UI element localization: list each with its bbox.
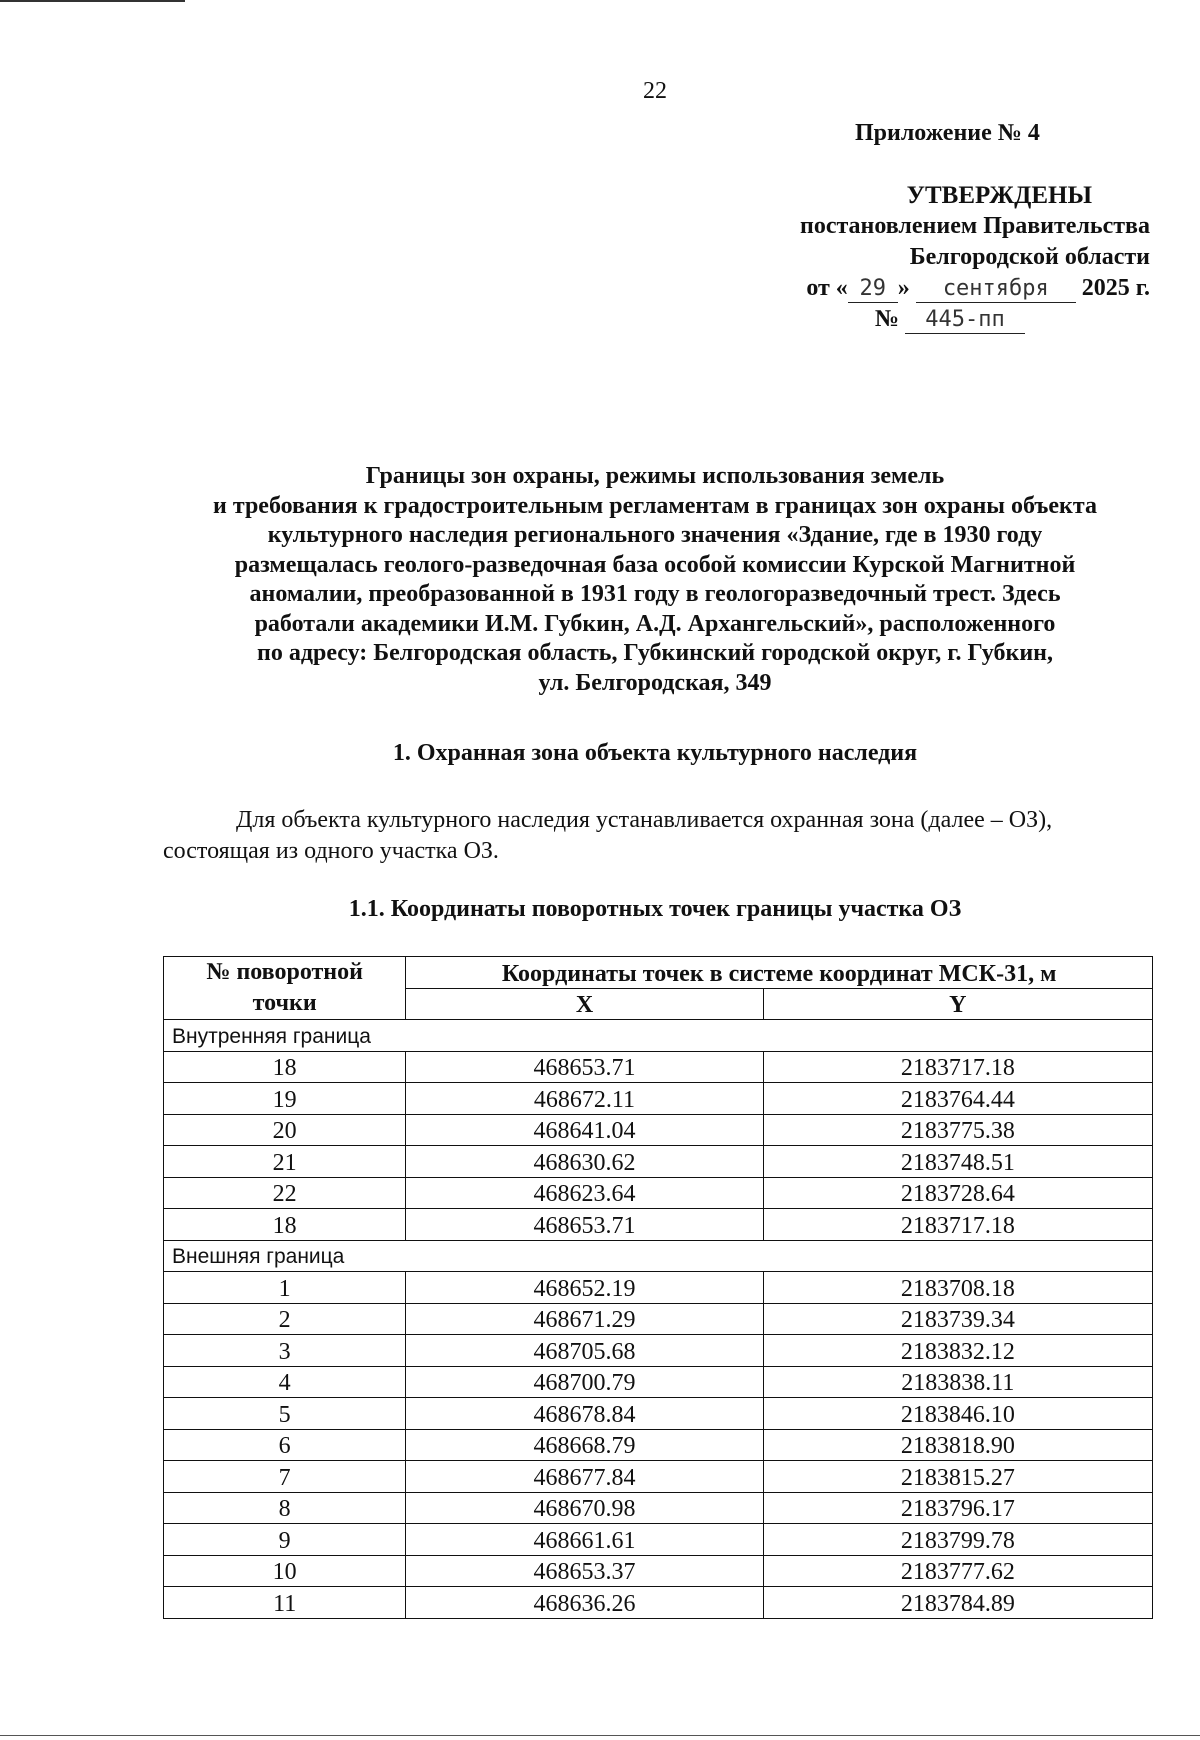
y-coordinate-cell: 2183796.17 [763, 1492, 1152, 1524]
date-month-handwritten: сентября [916, 276, 1076, 303]
number-prefix: № [874, 306, 899, 332]
x-coordinate-cell: 468630.62 [406, 1146, 763, 1178]
coordinates-table-body [164, 1020, 1153, 1619]
date-prefix: от « [806, 275, 848, 301]
point-number-cell: 2 [164, 1303, 406, 1335]
date-year: 2025 г. [1081, 275, 1150, 301]
title-line: по адресу: Белгородская область, Губкинский городской округ, г. Губкин, [257, 640, 1053, 666]
table-row [164, 1429, 1153, 1461]
table-row [164, 1272, 1153, 1304]
group-row [164, 1240, 1153, 1272]
table-row [164, 1461, 1153, 1493]
point-number-cell: 7 [164, 1461, 406, 1493]
y-coordinate-cell: 2183775.38 [763, 1114, 1152, 1146]
table-row [164, 1177, 1153, 1209]
appendix-label: Приложение № 4 [855, 120, 1040, 146]
x-coordinate-cell: 468668.79 [406, 1429, 763, 1461]
point-number-cell: 21 [164, 1146, 406, 1178]
date-mid: » [897, 275, 910, 301]
table-row [164, 1366, 1153, 1398]
point-number-cell: 18 [164, 1051, 406, 1083]
table-row [164, 1335, 1153, 1367]
x-coordinate-cell: 468653.71 [406, 1209, 763, 1241]
y-coordinate-cell: 2183764.44 [763, 1083, 1152, 1115]
header-coordinates: Координаты точек в системе координат МСК-31, м [406, 957, 1153, 989]
x-coordinate-cell: 468653.37 [406, 1555, 763, 1587]
table-row [164, 1492, 1153, 1524]
section-1-paragraph: Для объекта культурного наследия устанавливается охранная зона (далее – ОЗ), состоящая из одного участка ОЗ. [163, 807, 1053, 864]
approval-date-line [700, 273, 1150, 304]
point-number-cell: 6 [164, 1429, 406, 1461]
table-row [164, 1146, 1153, 1178]
title-line: Границы зон охраны, режимы использования земель [365, 463, 945, 489]
x-coordinate-cell: 468677.84 [406, 1461, 763, 1493]
y-coordinate-cell: 2183838.11 [763, 1366, 1152, 1398]
header-point-line-1: № поворотной [206, 959, 363, 985]
header-point-line-2: точки [252, 990, 317, 1016]
point-number-cell: 11 [164, 1587, 406, 1619]
y-coordinate-cell: 2183717.18 [763, 1209, 1152, 1241]
page-number: 22 [643, 78, 667, 104]
x-coordinate-cell: 468671.29 [406, 1303, 763, 1335]
header-point-number [164, 957, 406, 1020]
y-coordinate-cell: 2183799.78 [763, 1524, 1152, 1556]
section-1-1-heading: 1.1. Координаты поворотных точек границы участка ОЗ [348, 896, 962, 922]
group-label: Внешняя граница [164, 1240, 1153, 1272]
y-coordinate-cell: 2183818.90 [763, 1429, 1152, 1461]
x-coordinate-cell: 468705.68 [406, 1335, 763, 1367]
x-coordinate-cell: 468652.19 [406, 1272, 763, 1304]
x-coordinate-cell: 468670.98 [406, 1492, 763, 1524]
x-coordinate-cell: 468623.64 [406, 1177, 763, 1209]
table-row [164, 1209, 1153, 1241]
title-line: размещалась геолого-разведочная база особой комиссии Курской Магнитной [234, 551, 1076, 578]
y-coordinate-cell: 2183717.18 [763, 1051, 1152, 1083]
point-number-cell: 18 [164, 1209, 406, 1241]
y-coordinate-cell: 2183739.34 [763, 1303, 1152, 1335]
header-x: X [406, 988, 763, 1020]
x-coordinate-cell: 468661.61 [406, 1524, 763, 1556]
title-line: работали академики И.М. Губкин, А.Д. Архангельский», расположенного [254, 610, 1056, 637]
coordinates-table [163, 956, 1153, 1619]
date-day-handwritten: 29 [848, 276, 898, 303]
number-handwritten: 445-пп [905, 307, 1025, 334]
approval-line-1: постановлением Правительства [799, 213, 1150, 239]
document-title [150, 462, 1160, 698]
table-row [164, 1114, 1153, 1146]
approval-block [700, 180, 1150, 335]
y-coordinate-cell: 2183708.18 [763, 1272, 1152, 1304]
x-coordinate-cell: 468653.71 [406, 1051, 763, 1083]
title-line: ул. Белгородская, 349 [538, 669, 772, 696]
y-coordinate-cell: 2183728.64 [763, 1177, 1152, 1209]
x-coordinate-cell: 468700.79 [406, 1366, 763, 1398]
point-number-cell: 9 [164, 1524, 406, 1556]
approval-line-2: Белгородской области [909, 244, 1150, 270]
title-line: и требования к градостроительным регламентам в границах зон охраны объекта [213, 492, 1097, 519]
table-row [164, 1398, 1153, 1430]
table-row [164, 1303, 1153, 1335]
y-coordinate-cell: 2183832.12 [763, 1335, 1152, 1367]
section-1-heading: 1. Охранная зона объекта культурного наследия [392, 740, 918, 766]
y-coordinate-cell: 2183815.27 [763, 1461, 1152, 1493]
point-number-cell: 5 [164, 1398, 406, 1430]
x-coordinate-cell: 468672.11 [406, 1083, 763, 1115]
title-line: аномалии, преобразованной в 1931 году в геологоразведочный трест. Здесь [249, 581, 1061, 607]
point-number-cell: 1 [164, 1272, 406, 1304]
title-line: культурного наследия регионального значения «Здание, где в 1930 году [267, 522, 1043, 548]
point-number-cell: 20 [164, 1114, 406, 1146]
table-row [164, 1587, 1153, 1619]
table-row [164, 1524, 1153, 1556]
point-number-cell: 10 [164, 1555, 406, 1587]
approval-number-line [700, 304, 1150, 335]
table-row [164, 1083, 1153, 1115]
x-coordinate-cell: 468641.04 [406, 1114, 763, 1146]
scan-edge-line [0, 1735, 1200, 1736]
group-label: Внутренняя граница [164, 1020, 1153, 1052]
table-row [164, 1051, 1153, 1083]
point-number-cell: 22 [164, 1177, 406, 1209]
table-row [164, 1555, 1153, 1587]
point-number-cell: 4 [164, 1366, 406, 1398]
header-y: Y [763, 988, 1152, 1020]
point-number-cell: 19 [164, 1083, 406, 1115]
group-row [164, 1020, 1153, 1052]
y-coordinate-cell: 2183846.10 [763, 1398, 1152, 1430]
y-coordinate-cell: 2183784.89 [763, 1587, 1152, 1619]
point-number-cell: 3 [164, 1335, 406, 1367]
scan-edge-line [0, 0, 185, 2]
y-coordinate-cell: 2183777.62 [763, 1555, 1152, 1587]
point-number-cell: 8 [164, 1492, 406, 1524]
x-coordinate-cell: 468636.26 [406, 1587, 763, 1619]
x-coordinate-cell: 468678.84 [406, 1398, 763, 1430]
y-coordinate-cell: 2183748.51 [763, 1146, 1152, 1178]
approval-title: УТВЕРЖДЕНЫ [906, 182, 1092, 209]
